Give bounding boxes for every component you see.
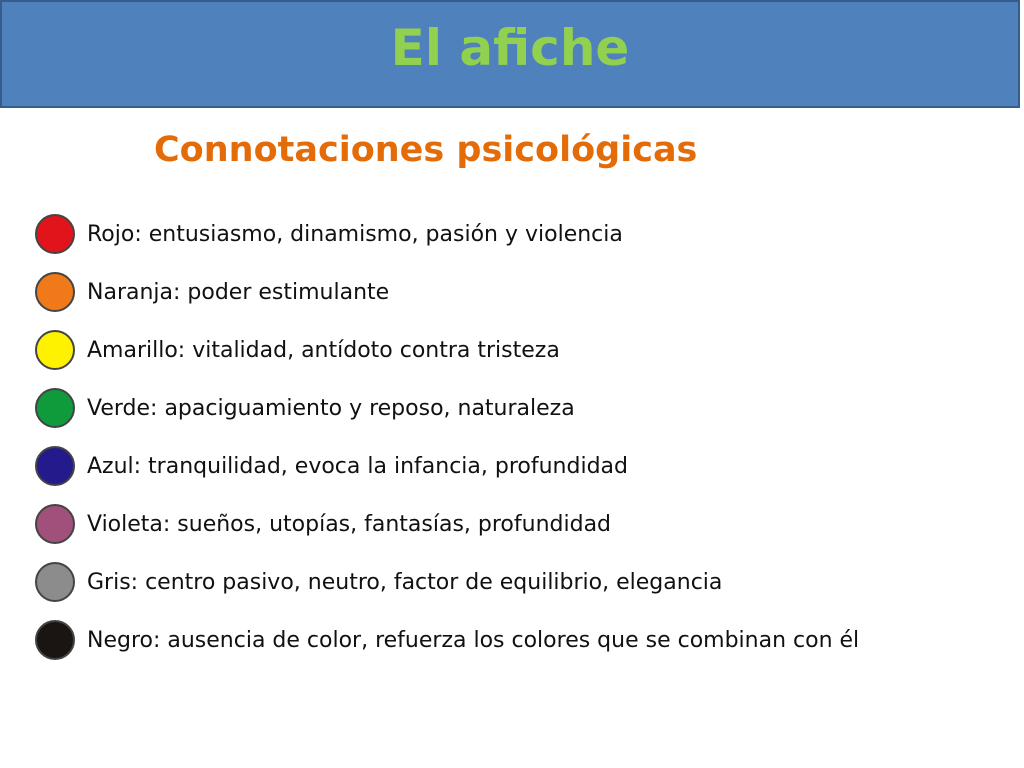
- black-circle-icon: [35, 620, 75, 660]
- gray-circle-icon: [35, 562, 75, 602]
- color-item-violeta: [35, 495, 859, 553]
- color-item-azul: [35, 437, 859, 495]
- blue-circle-icon: [35, 446, 75, 486]
- color-item-gris: [35, 553, 859, 611]
- title-bar: [0, 0, 1020, 108]
- color-item-text: Violeta: sueños, utopías, fantasías, profundidad: [87, 511, 612, 537]
- color-connotation-list: [35, 205, 859, 669]
- yellow-circle-icon: [35, 330, 75, 370]
- color-item-naranja: [35, 263, 859, 321]
- color-item-rojo: [35, 205, 859, 263]
- green-circle-icon: [35, 388, 75, 428]
- slide-subtitle: Connotaciones psicológicas: [154, 130, 698, 170]
- color-item-verde: [35, 379, 859, 437]
- color-item-text: Verde: apaciguamiento y reposo, naturaleza: [87, 395, 575, 421]
- color-item-negro: [35, 611, 859, 669]
- color-item-text: Naranja: poder estimulante: [87, 279, 390, 305]
- violet-circle-icon: [35, 504, 75, 544]
- slide-title: El afiche: [390, 19, 630, 77]
- color-item-text: Azul: tranquilidad, evoca la infancia, profundidad: [87, 453, 628, 479]
- color-item-amarillo: [35, 321, 859, 379]
- orange-circle-icon: [35, 272, 75, 312]
- color-item-text: Gris: centro pasivo, neutro, factor de equilibrio, elegancia: [87, 569, 723, 595]
- red-circle-icon: [35, 214, 75, 254]
- color-item-text: Amarillo: vitalidad, antídoto contra tristeza: [87, 337, 560, 363]
- color-item-text: Rojo: entusiasmo, dinamismo, pasión y violencia: [87, 221, 623, 247]
- color-item-text: Negro: ausencia de color, refuerza los colores que se combinan con él: [87, 627, 860, 653]
